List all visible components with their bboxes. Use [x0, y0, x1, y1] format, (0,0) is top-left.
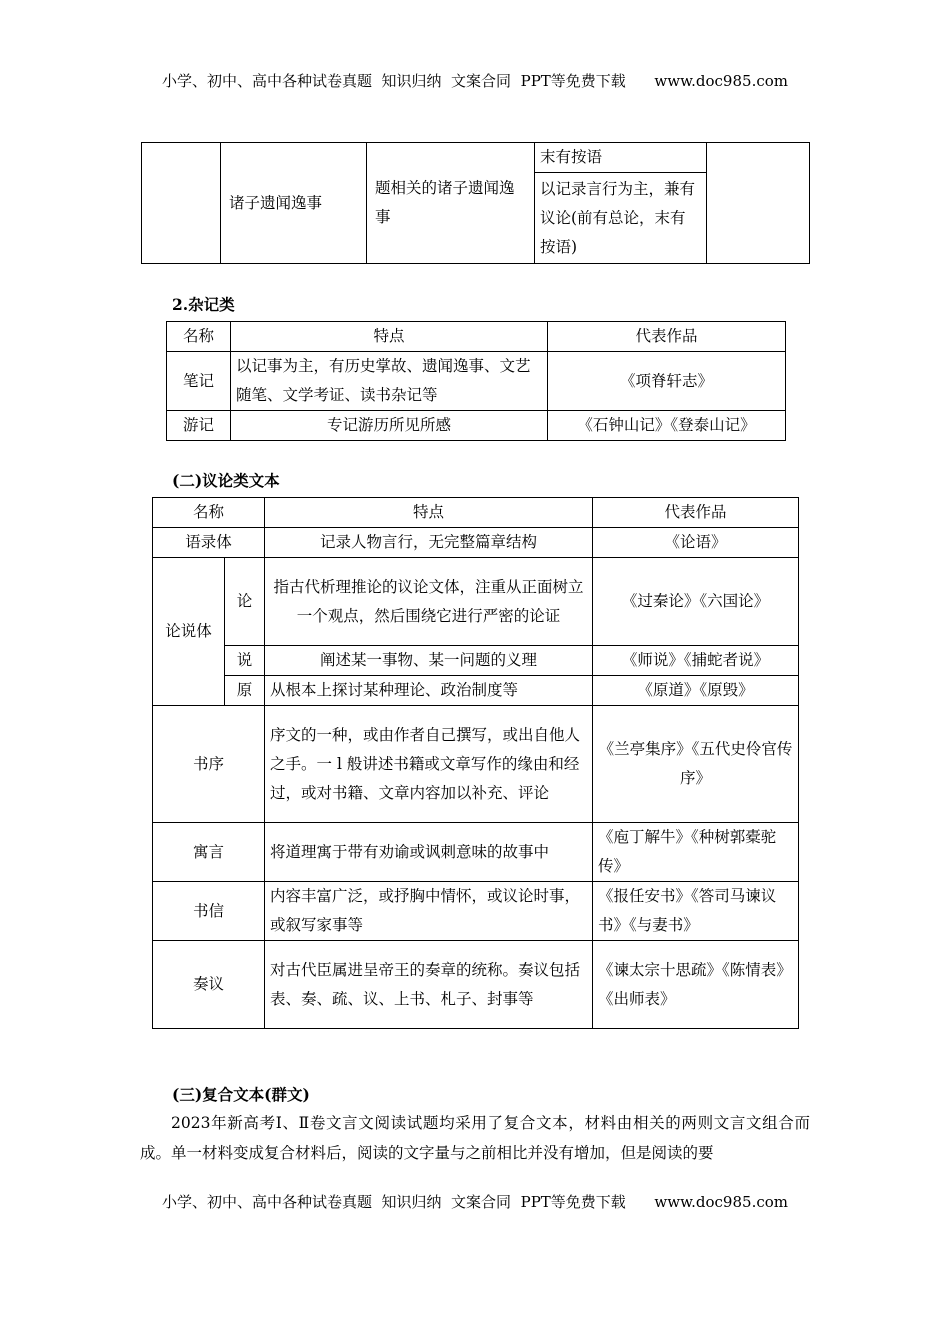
name-cell: 诸子遗闻逸事	[221, 143, 367, 264]
header-feature: 特点	[265, 498, 593, 528]
yilun-table	[152, 497, 799, 1029]
row-feature: 将道理寓于带有劝谕或讽刺意味的故事中	[265, 823, 593, 882]
sub-name: 论	[225, 558, 265, 646]
row-name: 笔记	[167, 352, 231, 411]
row-feature: 内容丰富广泛，或抒胸中情怀，或议论时事，或叙写家事等	[265, 882, 593, 941]
header-works: 代表作品	[593, 498, 799, 528]
header-works: 代表作品	[548, 322, 786, 352]
sub-name: 原	[225, 676, 265, 706]
sub-works: 《师说》《捕蛇者说》	[593, 646, 799, 676]
sub-feature: 从根本上探讨某种理论、政治制度等	[265, 676, 593, 706]
row-works: 《兰亭集序》《五代史伶官传序》	[593, 706, 799, 823]
feature-cell-1: 末有按语	[535, 143, 707, 173]
lunshuo-name: 论说体	[153, 558, 225, 706]
section-title-zaji: 2.杂记类	[172, 295, 235, 314]
row-works: 《庖丁解牛》《种树郭橐驼传》	[593, 823, 799, 882]
feature-cell-2: 以记录言行为主，兼有议论(前有总论，末有按语)	[535, 173, 707, 264]
page-header: 小学、初中、高中各种试卷真题 知识归纳 文案合同 PPT等免费下载 www.doc985.com	[161, 72, 788, 90]
row-works: 《项脊轩志》	[548, 352, 786, 411]
empty-cell	[707, 143, 810, 264]
row-feature: 序文的一种，或由作者自己撰写，或出自他人之手。一 l 般讲述书籍或文章写作的缘由和经过，或对书籍、文章内容加以补充、评论	[265, 706, 593, 823]
page-footer: 小学、初中、高中各种试卷真题 知识归纳 文案合同 PPT等免费下载 www.doc985.com	[161, 1193, 788, 1211]
row-name: 寓言	[153, 823, 265, 882]
row-works: 《谏太宗十思疏》《陈情表》《出师表》	[593, 941, 799, 1029]
row-works: 《石钟山记》《登泰山记》	[548, 411, 786, 441]
row-name: 书信	[153, 882, 265, 941]
header-feature: 特点	[231, 322, 548, 352]
row-name: 奏议	[153, 941, 265, 1029]
row-feature: 以记事为主，有历史掌故、遗闻逸事、文艺随笔、文学考证、读书杂记等	[231, 352, 548, 411]
zaji-table	[166, 321, 786, 441]
sub-feature: 阐述某一事物、某一问题的义理	[265, 646, 593, 676]
sub-feature: 指古代析理推论的议论文体，注重从正面树立一个观点，然后围绕它进行严密的论证	[265, 558, 593, 646]
row-works: 《论语》	[593, 528, 799, 558]
sub-works: 《过秦论》《六国论》	[593, 558, 799, 646]
section-title-yilun: (二)议论类文本	[172, 471, 280, 490]
row-feature: 专记游历所见所感	[231, 411, 548, 441]
top-continuation-table	[141, 142, 810, 264]
row-feature: 对古代臣属进呈帝王的奏章的统称。奏议包括表、奏、疏、议、上书、札子、封事等	[265, 941, 593, 1029]
sub-name: 说	[225, 646, 265, 676]
row-works: 《报任安书》《答司马谏议书》《与妻书》	[593, 882, 799, 941]
row-feature: 记录人物言行，无完整篇章结构	[265, 528, 593, 558]
sub-works: 《原道》《原毁》	[593, 676, 799, 706]
row-name: 语录体	[153, 528, 265, 558]
row-name: 书序	[153, 706, 265, 823]
header-name: 名称	[167, 322, 231, 352]
desc-cell: 题相关的诸子遗闻逸事	[367, 143, 535, 264]
section-title-fuhe: (三)复合文本(群文)	[172, 1085, 310, 1104]
header-name: 名称	[153, 498, 265, 528]
row-name: 游记	[167, 411, 231, 441]
paragraph-fuhe: 2023年新高考Ⅰ、Ⅱ卷文言文阅读试题均采用了复合文本，材料由相关的两则文言文组合而成。单一材料变成复合材料后，阅读的文字量与之前相比并没有增加，但是阅读的要	[140, 1114, 810, 1162]
empty-cell	[142, 143, 221, 264]
